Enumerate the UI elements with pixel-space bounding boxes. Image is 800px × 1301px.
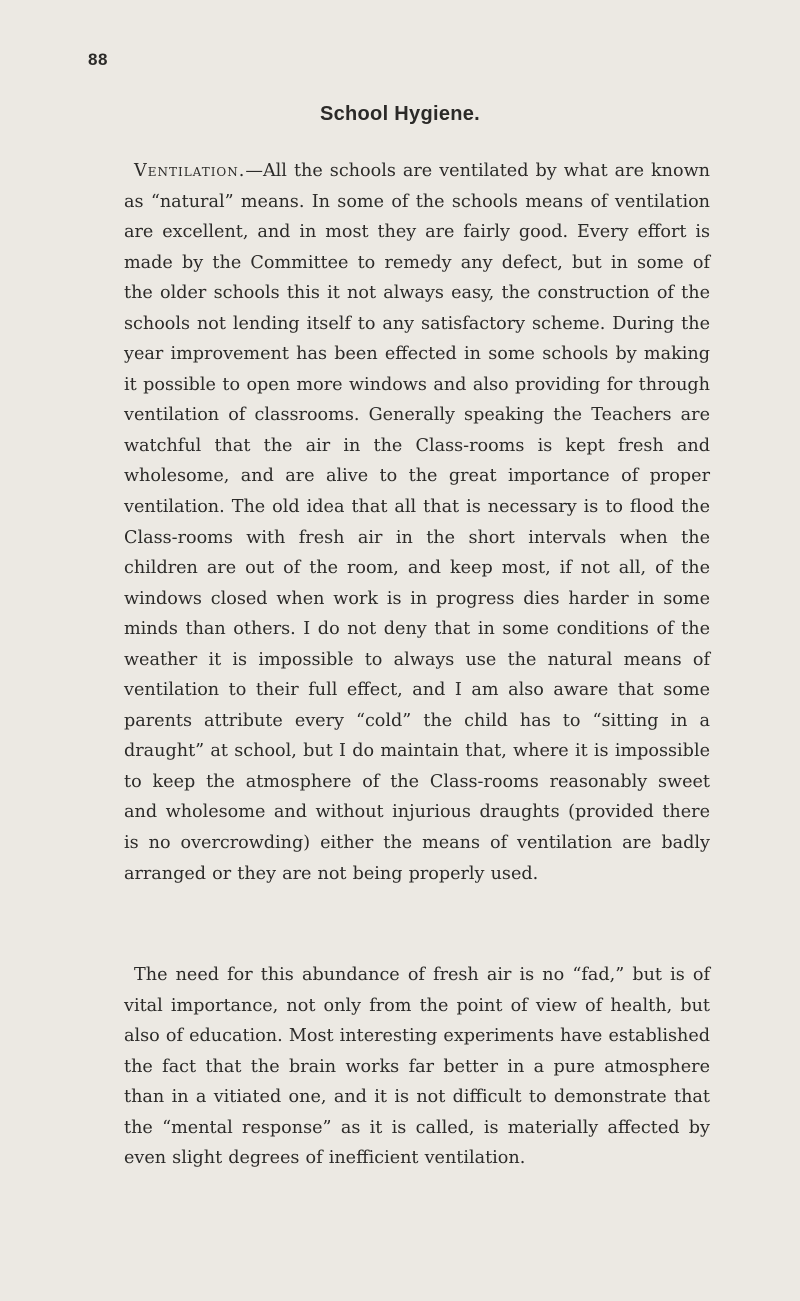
paragraph-body: The need for this abundance of fresh air is no “fad,” but is of vital importance, not only from the point of view of health, but also of education. Most interesting experiments have established the fact that the brain works far better in a pure atmosphere than in a vitiated one, and it is not difficult to demonstrate that the “mental response” as it is called, is materially affected by even slight degrees of inefficient ventilation. [124,965,710,1169]
paragraph-fresh-air [124,960,710,1174]
paragraph-lead-term: Ventilation. [134,161,246,181]
page-title: School Hygiene. [319,103,481,125]
paragraph-ventilation [124,156,710,889]
page-number: 88 [88,50,108,69]
paragraph-body: —All the schools are ventilated by what are known as “natural” means. In some of the schools means of ventilation are excellent, and in most they are fairly good. Every effort is made by the Committee to remedy any defect, but in some of the older schools this it not always easy, the construction of the schools not lending itself to any satisfactory scheme. During the year improvement has been effected in some schools by making it possible to open more windows and also providing for through ventilation of classrooms. Generally speaking the Teachers are watchful that the air in the Class-rooms is kept fresh and wholesome, and are alive to the great importance of proper ventilation. The old idea that all that is necessary is to flood the Class-rooms with fresh air in the short intervals when the children are out of the room, and keep most, if not all, of the windows closed when work is in progress dies harder in some minds than others. I do not deny that in some conditions of the weather it is impossible to always use the natural means of ventilation to their full effect, and I am also aware that some parents attribute every “cold” the child has to “sitting in a draught” at school, but I do maintain that, where it is impossible to keep the atmosphere of the Class-rooms reasonably sweet and wholesome and without injurious draughts (provided there is no overcrowding) either the means of ventilation are badly arranged or they are not being properly used. [124,161,710,884]
